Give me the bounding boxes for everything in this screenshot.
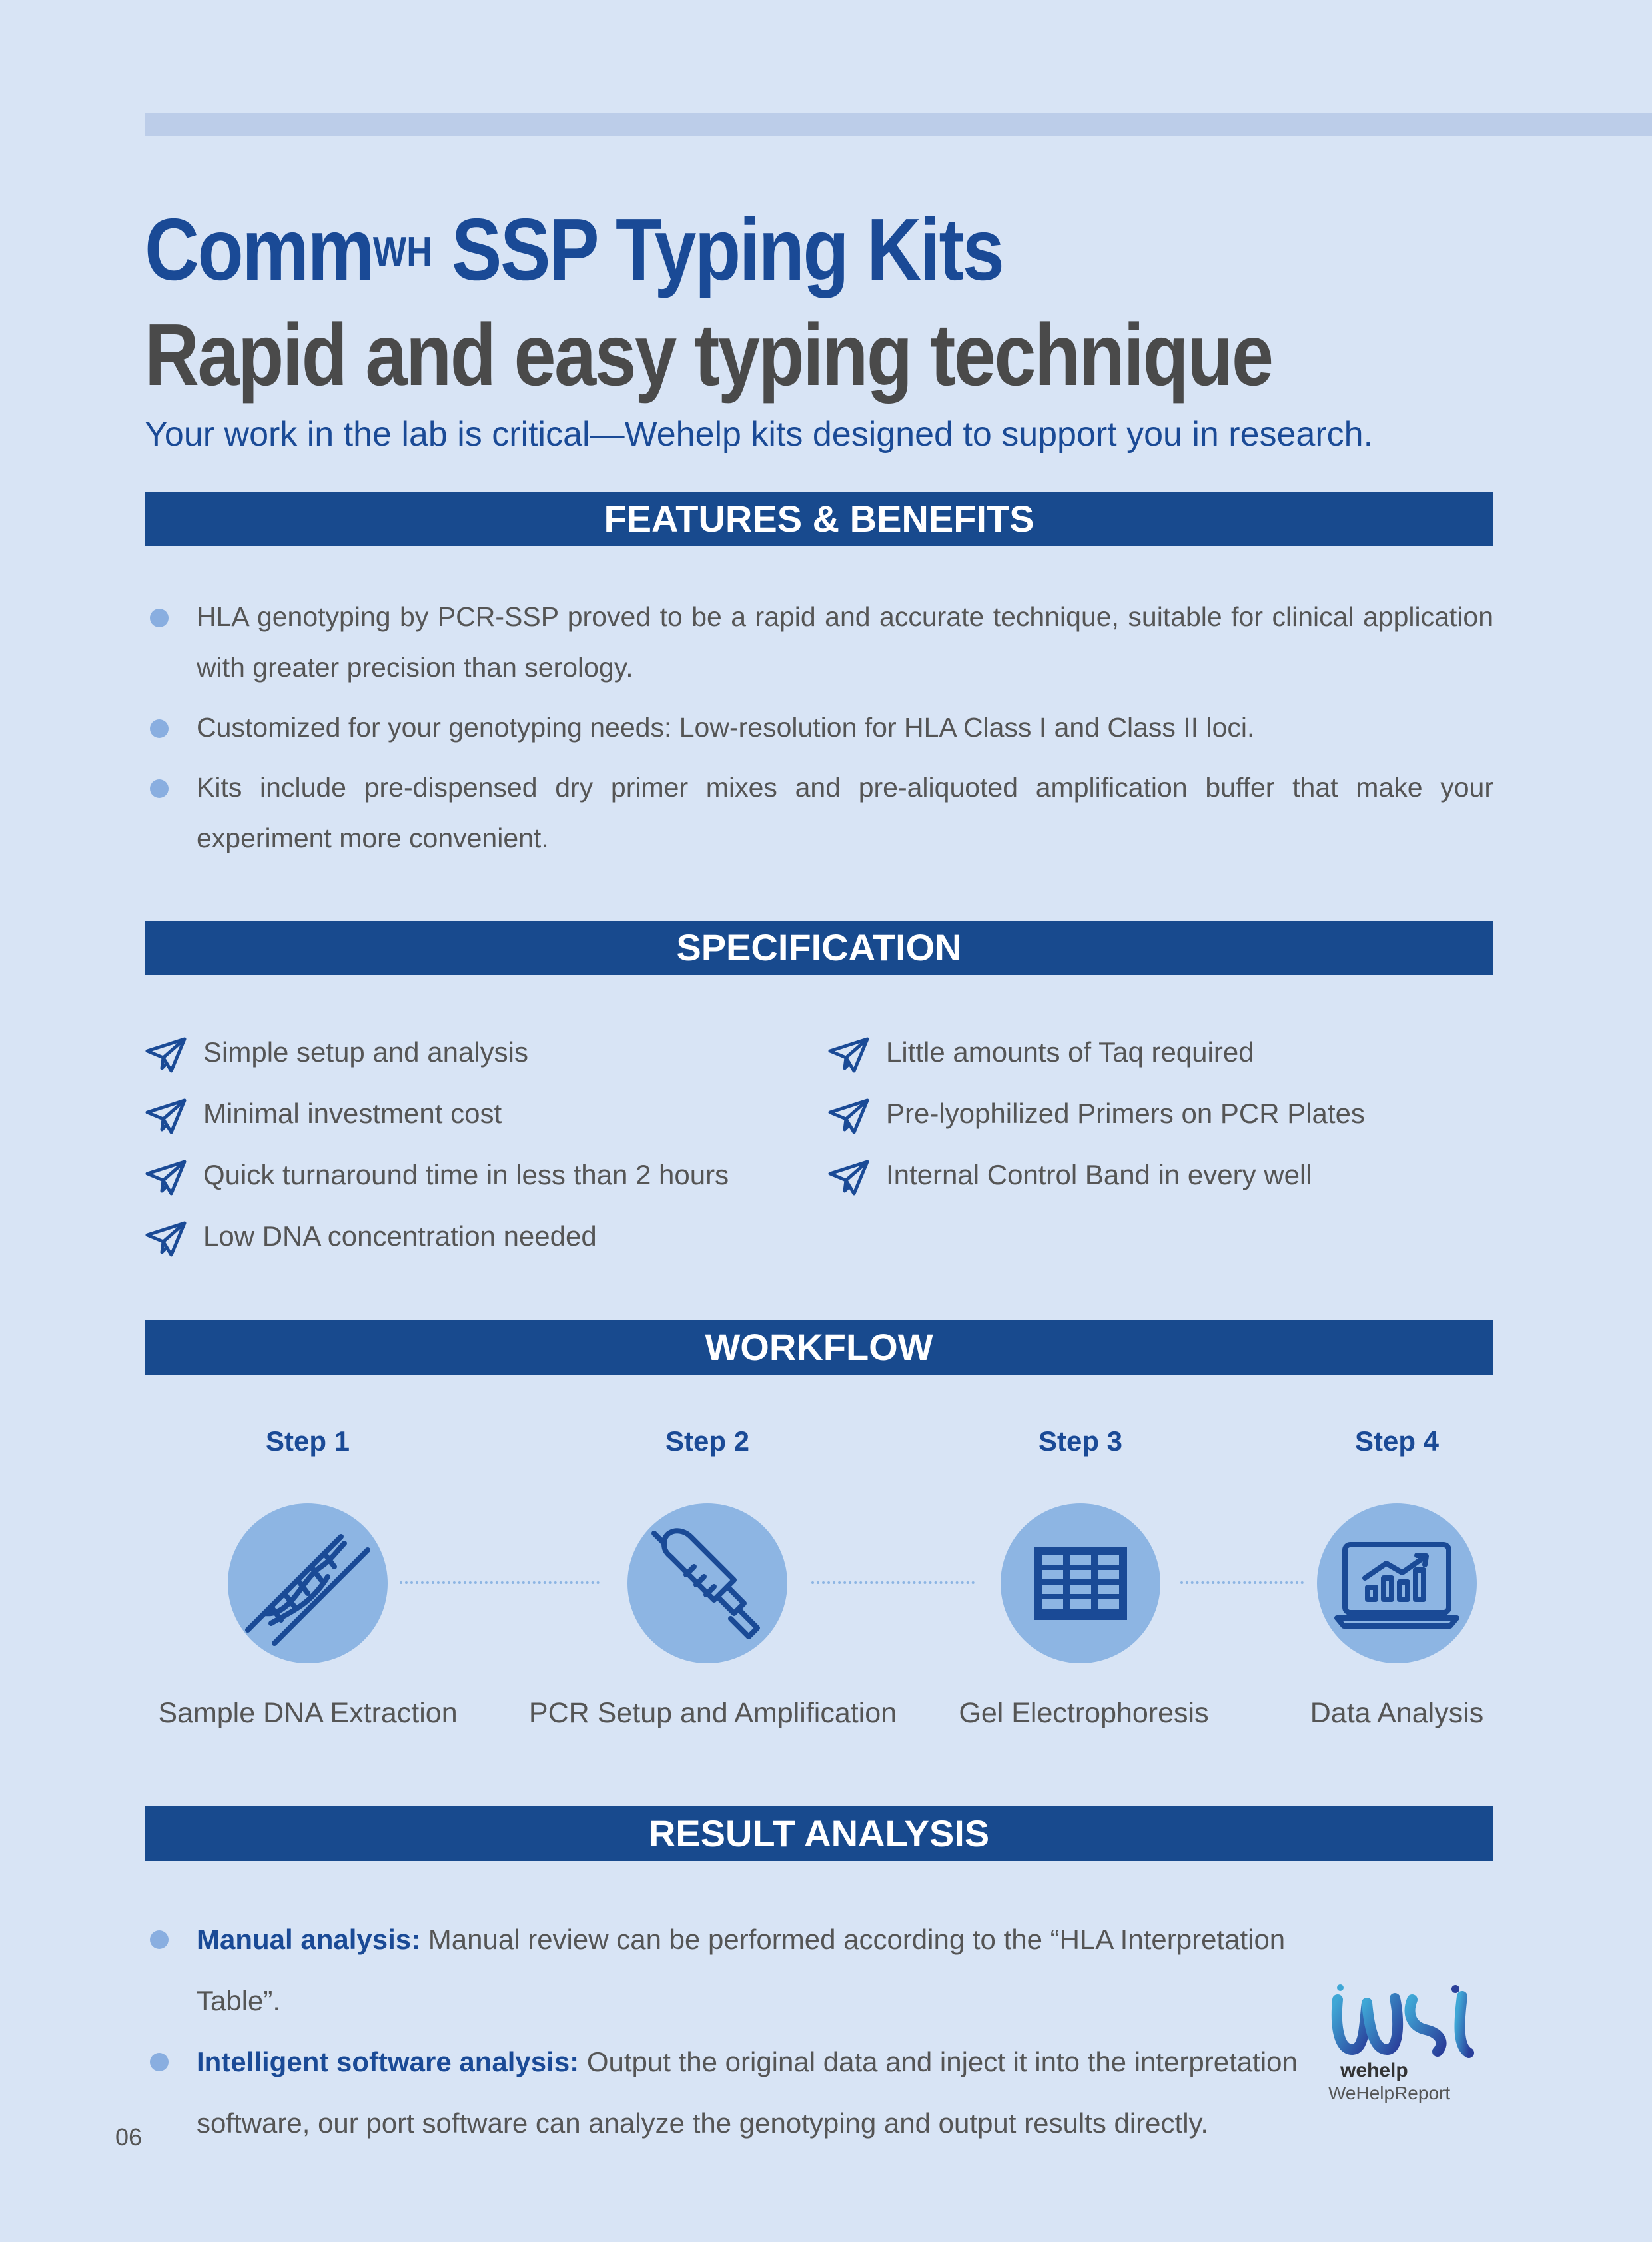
- spec-item: Pre-lyophilized Primers on PCR Plates: [827, 1087, 1365, 1148]
- logo-caption: WeHelpReport: [1328, 2083, 1451, 2103]
- spec-item: Internal Control Band in every well: [827, 1148, 1365, 1210]
- step-2-label: Step 2: [665, 1425, 750, 1457]
- bullet-dot-icon: [150, 1930, 169, 1949]
- paper-plane-icon: [145, 1159, 187, 1196]
- paper-plane-icon: [827, 1098, 870, 1135]
- workflow-heading: WORKFLOW: [145, 1320, 1493, 1375]
- pipette-icon: [627, 1503, 787, 1663]
- paper-plane-icon: [145, 1036, 187, 1074]
- result-analysis-heading: RESULT ANALYSIS: [145, 1806, 1493, 1861]
- bullet-dot-icon: [150, 609, 169, 627]
- paper-plane-icon: [827, 1036, 870, 1074]
- spec-item: Minimal investment cost: [145, 1087, 729, 1148]
- step-1-caption: Sample DNA Extraction: [158, 1697, 458, 1729]
- laptop-chart-icon: [1317, 1503, 1477, 1663]
- spec-item: Quick turnaround time in less than 2 hours: [145, 1148, 729, 1210]
- step-2-circle: [627, 1503, 787, 1663]
- dna-icon: [228, 1503, 388, 1663]
- step-4-circle: [1317, 1503, 1477, 1663]
- spec-left-column: [145, 1026, 729, 1271]
- result-item-manual: Manual analysis: Manual review can be performed according to the “HLA Interpretation Table”.: [145, 1909, 1324, 2032]
- step-3-caption: Gel Electrophoresis: [959, 1697, 1209, 1729]
- bullet-dot-icon: [150, 2053, 169, 2071]
- tagline: Your work in the lab is critical—Wehelp kits designed to support you in research.: [145, 415, 1374, 454]
- page-number: 06: [115, 2123, 143, 2151]
- step-4-label: Step 4: [1354, 1425, 1440, 1457]
- workflow-connector: [811, 1581, 975, 1584]
- features-list: [145, 591, 1493, 873]
- paper-plane-icon: [145, 1098, 187, 1135]
- bullet-dot-icon: [150, 719, 169, 738]
- workflow-connector: [400, 1581, 600, 1584]
- feature-item: HLA genotyping by PCR-SSP proved to be a rapid and accurate technique, suitable for clinical application with greater precision than serology.: [145, 591, 1493, 693]
- logo-wordmark: wehelp: [1340, 2059, 1408, 2081]
- result-analysis-list: [145, 1909, 1324, 2154]
- step-1-label: Step 1: [265, 1425, 350, 1457]
- paper-plane-icon: [827, 1159, 870, 1196]
- bullet-dot-icon: [150, 779, 169, 798]
- step-3-circle: [1001, 1503, 1160, 1663]
- gel-grid-icon: [1001, 1503, 1160, 1663]
- step-4-caption: Data Analysis: [1310, 1697, 1484, 1729]
- top-accent-bar: [145, 113, 1652, 136]
- page-subtitle: Rapid and easy typing technique: [145, 306, 1272, 404]
- result-item-software: Intelligent software analysis: Output the original data and inject it into the interpretation software, our port software can analyze the genotyping and output results directly.: [145, 2032, 1324, 2154]
- page-title: Comm$^{WH}$ SSP Typing Kits: [145, 200, 1003, 298]
- paper-plane-icon: [145, 1220, 187, 1258]
- specification-heading: SPECIFICATION: [145, 921, 1493, 975]
- spec-item: Simple setup and analysis: [145, 1026, 729, 1087]
- features-heading: FEATURES & BENEFITS: [145, 492, 1493, 546]
- step-3-label: Step 3: [1038, 1425, 1123, 1457]
- feature-item: Customized for your genotyping needs: Low-resolution for HLA Class I and Class II loci.: [145, 702, 1493, 753]
- wehelp-logo: [1326, 1980, 1479, 2106]
- feature-item: Kits include pre-dispensed dry primer mixes and pre-aliquoted amplification buffer that make your experiment more convenient.: [145, 762, 1493, 863]
- workflow-connector: [1180, 1581, 1304, 1584]
- wehelp-logo-mark: [1326, 1980, 1479, 2066]
- spec-item: Low DNA concentration needed: [145, 1210, 729, 1271]
- spec-item: Little amounts of Taq required: [827, 1026, 1365, 1087]
- step-1-circle: [228, 1503, 388, 1663]
- spec-right-column: [827, 1026, 1365, 1210]
- title-superscript: WH: [372, 229, 432, 275]
- step-2-caption: PCR Setup and Amplification: [528, 1697, 897, 1729]
